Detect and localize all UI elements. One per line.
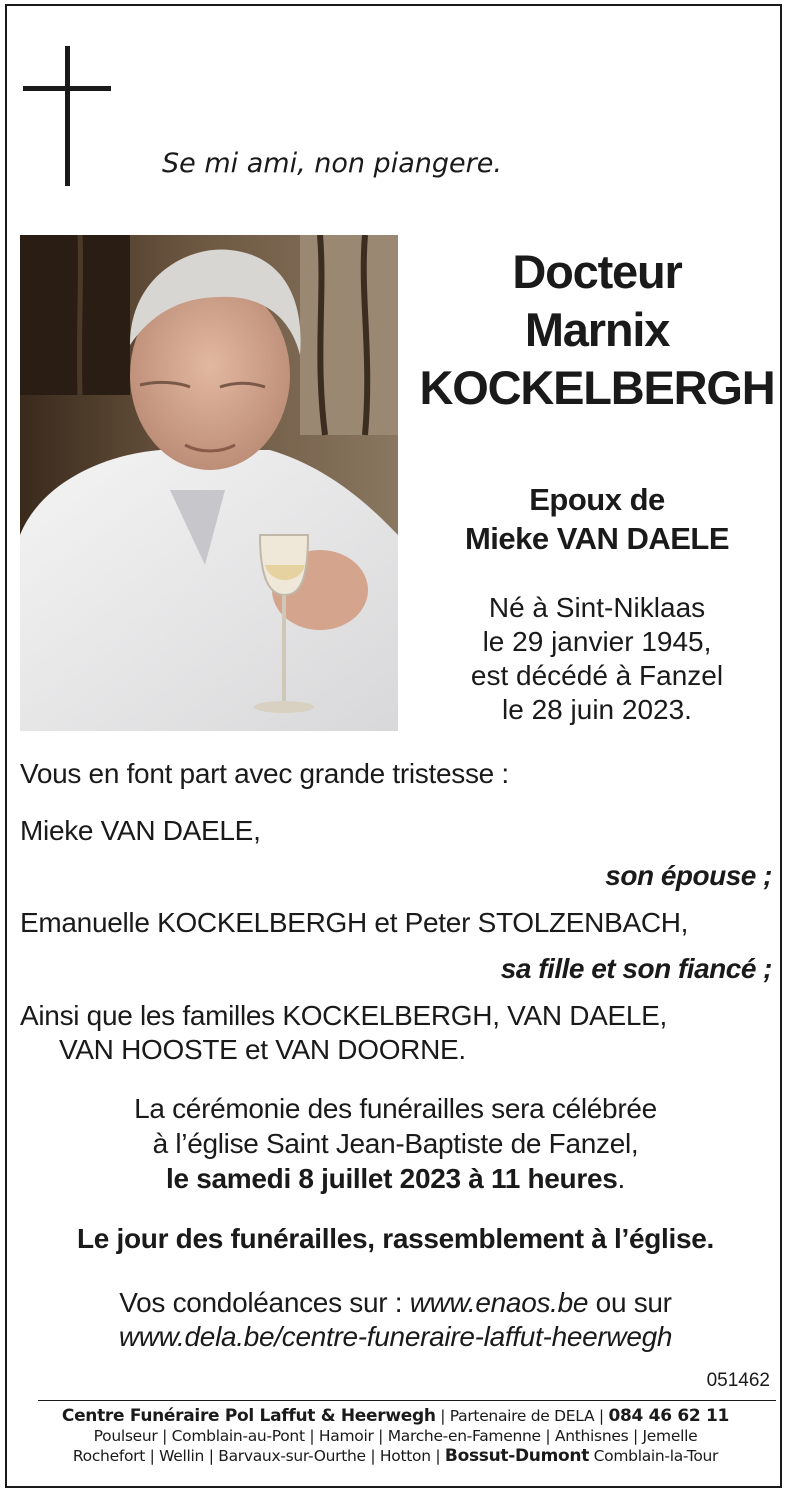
epigraph: Se mi ami, non piangere. xyxy=(162,148,502,179)
phone-number: 084 46 62 11 xyxy=(608,1406,730,1426)
birth-death-info: Né à Sint-Niklaas le 29 janvier 1945, est décédé à Fanzel le 28 juin 2023. xyxy=(470,592,724,725)
ceremony-date: le samedi 8 juillet 2023 à 11 heures. xyxy=(166,1163,625,1194)
families-line: VAN HOOSTE et VAN DOORNE. xyxy=(59,1034,466,1065)
relative-relation: son épouse ; xyxy=(605,860,772,891)
spouse-info: Epoux de Mieke VAN DAELE xyxy=(464,482,730,556)
ceremony-line: à l’église Saint Jean-Baptiste de Fanzel, xyxy=(152,1128,639,1159)
title-line: Docteur xyxy=(512,245,682,298)
announcement-intro: Vous en font part avec grande tristesse : xyxy=(20,758,509,789)
relative-relation: sa fille et son fiancé ; xyxy=(500,953,772,984)
portrait-photo xyxy=(20,235,398,731)
first-name-line: Marnix xyxy=(524,303,670,356)
relative-name: Mieke VAN DAELE, xyxy=(20,815,261,846)
company-name: Centre Funéraire Pol Laffut & Heerwegh xyxy=(61,1406,436,1426)
dela-link[interactable]: www.dela.be/centre-funeraire-laffut-heerwegh xyxy=(118,1321,673,1352)
reference-number: 051462 xyxy=(706,1370,770,1391)
relative-name: Emanuelle KOCKELBERGH et Peter STOLZENBACH, xyxy=(20,907,689,938)
enaos-link[interactable]: www.enaos.be xyxy=(409,1287,589,1318)
surname-line: KOCKELBERGH xyxy=(419,361,775,414)
footer-divider xyxy=(38,1400,776,1401)
deceased-name xyxy=(419,243,775,417)
funeral-home-footer: Centre Funéraire Pol Laffut & Heerwegh | Partenaire de DELA | 084 46 62 11 Poulseur | Comblain-au-Pont | Hamoir | Marche-en-Famenne | Anthisnes | Jemelle Rochefort | Wellin | Barvaux-sur-Ourthe | Hotton | Bossut-Dumont Comblain-la-Tour xyxy=(61,1406,730,1466)
obituary-frame xyxy=(5,4,782,1488)
gathering-notice: Le jour des funérailles, rassemblement à l’église. xyxy=(76,1223,715,1254)
ceremony-line: La cérémonie des funérailles sera célébrée xyxy=(134,1093,657,1124)
families-line: Ainsi que les familles KOCKELBERGH, VAN DAELE, xyxy=(20,1000,668,1031)
condolences-line: Vos condoléances sur : www.enaos.be ou sur xyxy=(119,1287,672,1318)
